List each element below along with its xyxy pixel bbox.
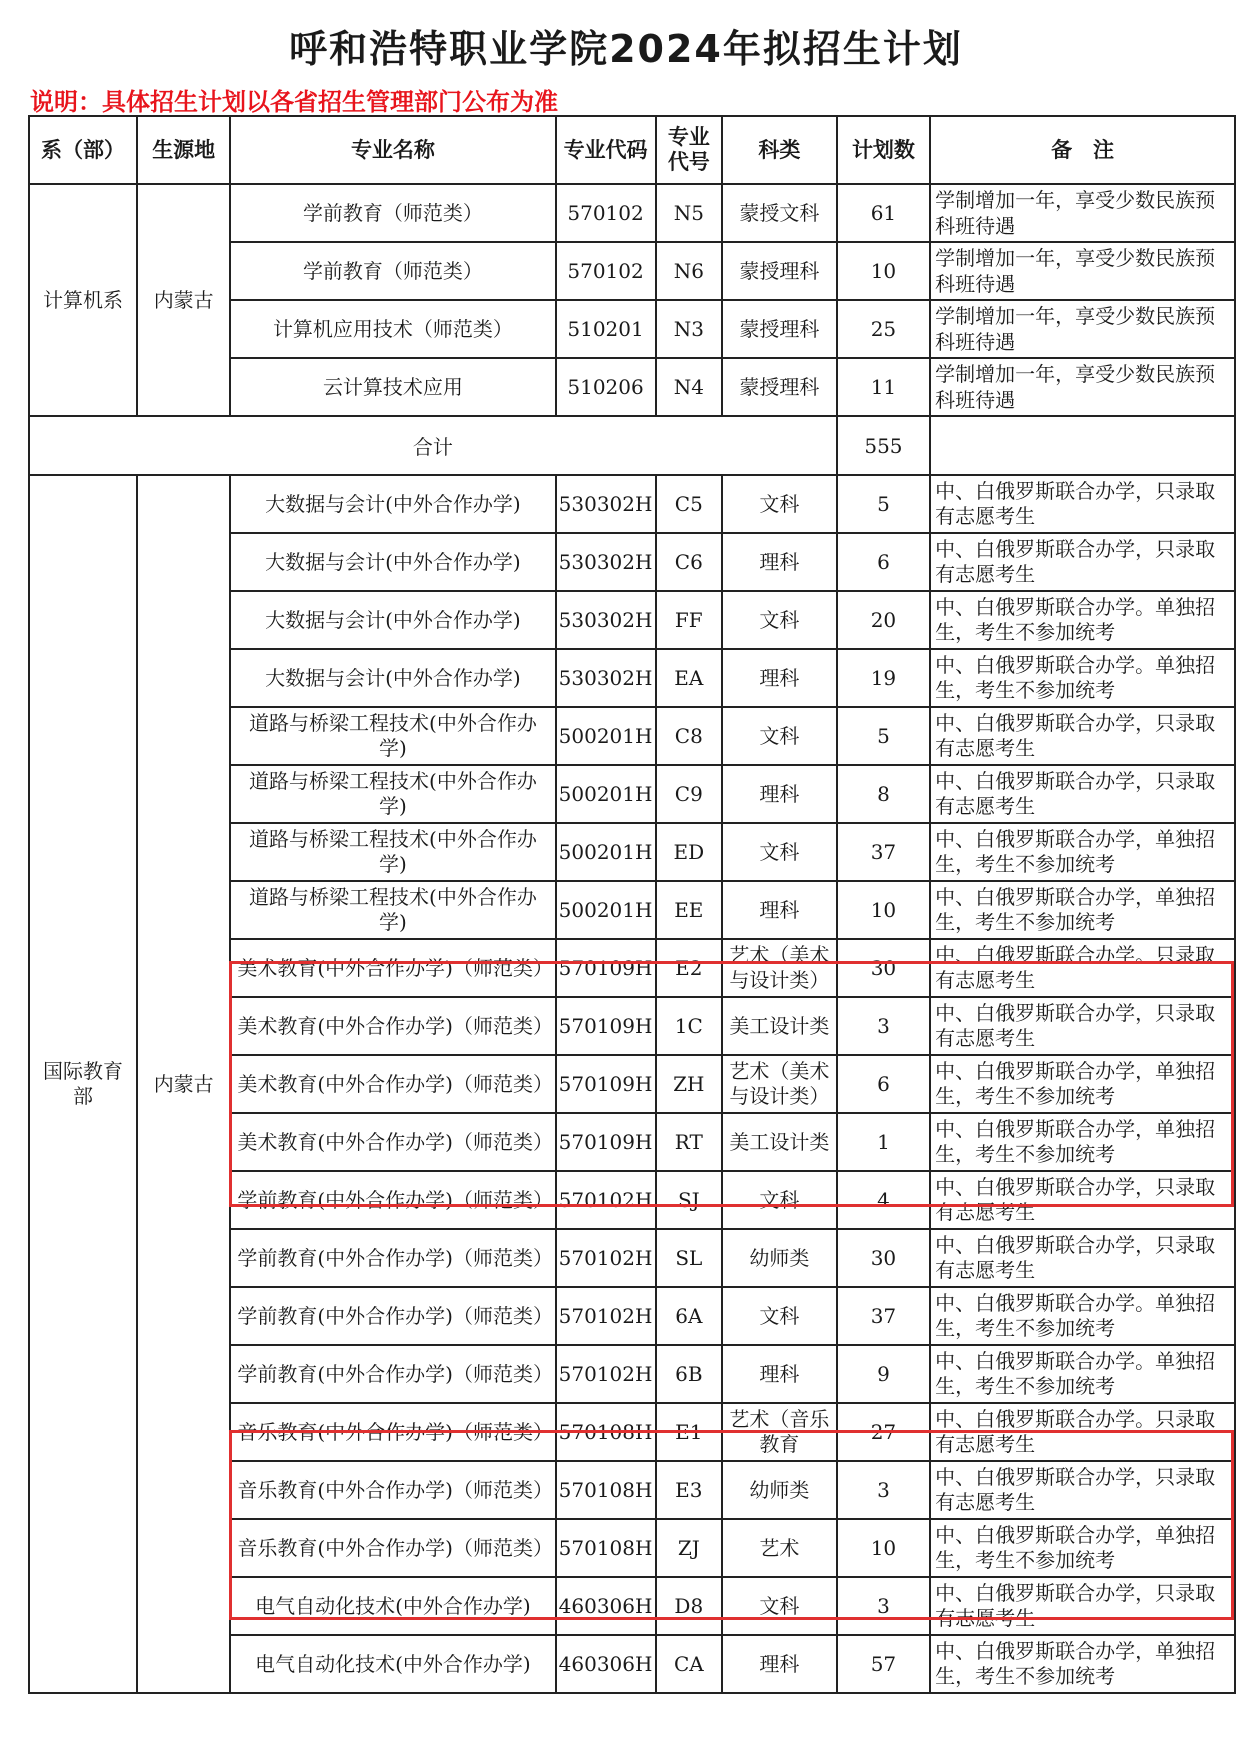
code-cell: 570108H: [556, 1519, 656, 1577]
major-cell: 美术教育(中外合作办学)（师范类）: [230, 939, 555, 997]
category-cell: 幼师类: [722, 1229, 837, 1287]
plan-cell: 37: [837, 1287, 930, 1345]
plan-cell: 10: [837, 1519, 930, 1577]
major-no-cell: E2: [656, 939, 722, 997]
remark-cell: 中、白俄罗斯联合办学，只录取有志愿考生: [930, 1577, 1235, 1635]
enrollment-plan-table: [28, 115, 1236, 1694]
major-cell: 大数据与会计(中外合作办学): [230, 533, 555, 591]
remark-cell: 学制增加一年，享受少数民族预科班待遇: [930, 358, 1235, 416]
page-title: 呼和浩特职业学院2024年拟招生计划: [289, 27, 963, 71]
code-cell: 570109H: [556, 997, 656, 1055]
code-cell: 570102: [556, 184, 656, 242]
major-cell: 大数据与会计(中外合作办学): [230, 649, 555, 707]
major-no-cell: E1: [656, 1403, 722, 1461]
category-cell: 文科: [722, 1577, 837, 1635]
remark-cell: 中、白俄罗斯联合办学，只录取有志愿考生: [930, 1171, 1235, 1229]
code-cell: 460306H: [556, 1577, 656, 1635]
major-cell: 学前教育(中外合作办学)（师范类）: [230, 1345, 555, 1403]
major-cell: 美术教育(中外合作办学)（师范类）: [230, 1113, 555, 1171]
plan-cell: 57: [837, 1635, 930, 1693]
major-no-cell: 6A: [656, 1287, 722, 1345]
code-cell: 500201H: [556, 707, 656, 765]
code-cell: 570108H: [556, 1461, 656, 1519]
major-cell: 计算机应用技术（师范类）: [230, 300, 555, 358]
category-cell: 理科: [722, 881, 837, 939]
remark-cell: 中、白俄罗斯联合办学，只录取有志愿考生: [930, 997, 1235, 1055]
code-cell: 570108H: [556, 1403, 656, 1461]
plan-cell: 5: [837, 707, 930, 765]
header-dept: 系（部）: [29, 116, 137, 184]
category-cell: 幼师类: [722, 1461, 837, 1519]
total-remark: [930, 416, 1235, 475]
category-cell: 蒙授理科: [722, 358, 837, 416]
major-no-cell: N3: [656, 300, 722, 358]
remark-cell: 中、白俄罗斯联合办学，单独招生，考生不参加统考: [930, 1055, 1235, 1113]
header-remark: 备 注: [930, 116, 1235, 184]
remark-cell: 学制增加一年，享受少数民族预科班待遇: [930, 184, 1235, 242]
major-no-cell: ED: [656, 823, 722, 881]
plan-cell: 30: [837, 1229, 930, 1287]
plan-cell: 1: [837, 1113, 930, 1171]
major-no-cell: E3: [656, 1461, 722, 1519]
category-cell: 艺术（美术与设计类）: [722, 939, 837, 997]
category-cell: 文科: [722, 591, 837, 649]
source-cell: 内蒙古: [137, 184, 230, 416]
header-row: [29, 116, 1235, 184]
major-no-cell: EE: [656, 881, 722, 939]
plan-cell: 27: [837, 1403, 930, 1461]
plan-cell: 30: [837, 939, 930, 997]
remark-cell: 中、白俄罗斯联合办学。单独招生，考生不参加统考: [930, 591, 1235, 649]
code-cell: 500201H: [556, 765, 656, 823]
category-cell: 蒙授理科: [722, 242, 837, 300]
major-cell: 学前教育（师范类）: [230, 184, 555, 242]
remark-cell: 中、白俄罗斯联合办学。单独招生，考生不参加统考: [930, 649, 1235, 707]
remark-cell: 中、白俄罗斯联合办学，单独招生，考生不参加统考: [930, 1113, 1235, 1171]
remark-cell: 中、白俄罗斯联合办学，单独招生，考生不参加统考: [930, 881, 1235, 939]
major-cell: 学前教育(中外合作办学)（师范类）: [230, 1171, 555, 1229]
category-cell: 艺术（音乐教育: [722, 1403, 837, 1461]
major-no-cell: N4: [656, 358, 722, 416]
remark-cell: 中、白俄罗斯联合办学。只录取有志愿考生: [930, 939, 1235, 997]
remark-cell: 中、白俄罗斯联合办学，只录取有志愿考生: [930, 707, 1235, 765]
category-cell: 艺术: [722, 1519, 837, 1577]
major-no-cell: EA: [656, 649, 722, 707]
table-row: [29, 475, 1235, 533]
code-cell: 530302H: [556, 649, 656, 707]
code-cell: 570102H: [556, 1287, 656, 1345]
category-cell: 理科: [722, 649, 837, 707]
major-no-cell: C5: [656, 475, 722, 533]
plan-cell: 6: [837, 1055, 930, 1113]
major-cell: 学前教育(中外合作办学)（师范类）: [230, 1287, 555, 1345]
category-cell: 艺术（美术与设计类）: [722, 1055, 837, 1113]
remark-cell: 中、白俄罗斯联合办学，单独招生，考生不参加统考: [930, 823, 1235, 881]
code-cell: 530302H: [556, 591, 656, 649]
code-cell: 500201H: [556, 881, 656, 939]
category-cell: 文科: [722, 823, 837, 881]
plan-cell: 3: [837, 1461, 930, 1519]
plan-cell: 4: [837, 1171, 930, 1229]
major-cell: 美术教育(中外合作办学)（师范类）: [230, 1055, 555, 1113]
plan-cell: 5: [837, 475, 930, 533]
remark-cell: 中、白俄罗斯联合办学，只录取有志愿考生: [930, 1461, 1235, 1519]
plan-cell: 61: [837, 184, 930, 242]
category-cell: 美工设计类: [722, 1113, 837, 1171]
code-cell: 570109H: [556, 1055, 656, 1113]
major-cell: 道路与桥梁工程技术(中外合作办学): [230, 707, 555, 765]
category-cell: 文科: [722, 707, 837, 765]
code-cell: 510201: [556, 300, 656, 358]
major-no-cell: C6: [656, 533, 722, 591]
plan-cell: 8: [837, 765, 930, 823]
plan-cell: 25: [837, 300, 930, 358]
total-row: [29, 416, 1235, 475]
major-no-cell: SJ: [656, 1171, 722, 1229]
major-cell: 音乐教育(中外合作办学)（师范类）: [230, 1403, 555, 1461]
code-cell: 570109H: [556, 1113, 656, 1171]
category-cell: 文科: [722, 1171, 837, 1229]
table-row: [29, 184, 1235, 242]
code-cell: 530302H: [556, 533, 656, 591]
category-cell: 美工设计类: [722, 997, 837, 1055]
header-major: 专业名称: [230, 116, 555, 184]
category-cell: 蒙授文科: [722, 184, 837, 242]
code-cell: 570102H: [556, 1171, 656, 1229]
code-cell: 500201H: [556, 823, 656, 881]
category-cell: 文科: [722, 475, 837, 533]
major-cell: 美术教育(中外合作办学)（师范类）: [230, 997, 555, 1055]
major-no-cell: FF: [656, 591, 722, 649]
category-cell: 文科: [722, 1287, 837, 1345]
major-cell: 音乐教育(中外合作办学)（师范类）: [230, 1461, 555, 1519]
remark-cell: 中、白俄罗斯联合办学。单独招生，考生不参加统考: [930, 1287, 1235, 1345]
dept-cell: 国际教育部: [29, 475, 137, 1693]
major-no-cell: ZJ: [656, 1519, 722, 1577]
code-cell: 570102H: [556, 1229, 656, 1287]
remark-cell: 中、白俄罗斯联合办学，单独招生，考生不参加统考: [930, 1519, 1235, 1577]
major-cell: 大数据与会计(中外合作办学): [230, 591, 555, 649]
header-major-no: 专业代号: [656, 116, 722, 184]
major-no-cell: C9: [656, 765, 722, 823]
plan-cell: 11: [837, 358, 930, 416]
major-no-cell: CA: [656, 1635, 722, 1693]
remark-cell: 中、白俄罗斯联合办学，只录取有志愿考生: [930, 533, 1235, 591]
major-no-cell: 6B: [656, 1345, 722, 1403]
remark-cell: 中、白俄罗斯联合办学，单独招生，考生不参加统考: [930, 1635, 1235, 1693]
major-no-cell: N5: [656, 184, 722, 242]
major-no-cell: C8: [656, 707, 722, 765]
notice-text: 说明：具体招生计划以各省招生管理部门公布为准: [30, 88, 558, 116]
major-cell: 道路与桥梁工程技术(中外合作办学): [230, 823, 555, 881]
code-cell: 530302H: [556, 475, 656, 533]
remark-cell: 学制增加一年，享受少数民族预科班待遇: [930, 242, 1235, 300]
major-cell: 道路与桥梁工程技术(中外合作办学): [230, 765, 555, 823]
major-no-cell: 1C: [656, 997, 722, 1055]
code-cell: 570102: [556, 242, 656, 300]
plan-cell: 10: [837, 881, 930, 939]
major-cell: 电气自动化技术(中外合作办学): [230, 1577, 555, 1635]
category-cell: 理科: [722, 533, 837, 591]
remark-cell: 中、白俄罗斯联合办学，只录取有志愿考生: [930, 475, 1235, 533]
code-cell: 510206: [556, 358, 656, 416]
major-cell: 音乐教育(中外合作办学)（师范类）: [230, 1519, 555, 1577]
major-cell: 学前教育（师范类）: [230, 242, 555, 300]
major-cell: 云计算技术应用: [230, 358, 555, 416]
plan-cell: 19: [837, 649, 930, 707]
remark-cell: 中、白俄罗斯联合办学。只录取有志愿考生: [930, 1403, 1235, 1461]
major-cell: 道路与桥梁工程技术(中外合作办学): [230, 881, 555, 939]
remark-cell: 中、白俄罗斯联合办学，只录取有志愿考生: [930, 1229, 1235, 1287]
total-label: 合计: [29, 416, 837, 475]
plan-cell: 3: [837, 997, 930, 1055]
header-source: 生源地: [137, 116, 230, 184]
major-no-cell: RT: [656, 1113, 722, 1171]
code-cell: 460306H: [556, 1635, 656, 1693]
code-cell: 570109H: [556, 939, 656, 997]
remark-cell: 学制增加一年，享受少数民族预科班待遇: [930, 300, 1235, 358]
category-cell: 理科: [722, 1345, 837, 1403]
plan-cell: 37: [837, 823, 930, 881]
major-cell: 大数据与会计(中外合作办学): [230, 475, 555, 533]
major-no-cell: N6: [656, 242, 722, 300]
major-cell: 电气自动化技术(中外合作办学): [230, 1635, 555, 1693]
major-cell: 学前教育(中外合作办学)（师范类）: [230, 1229, 555, 1287]
plan-cell: 9: [837, 1345, 930, 1403]
category-cell: 蒙授理科: [722, 300, 837, 358]
dept-cell: 计算机系: [29, 184, 137, 416]
code-cell: 570102H: [556, 1345, 656, 1403]
major-no-cell: SL: [656, 1229, 722, 1287]
category-cell: 理科: [722, 765, 837, 823]
category-cell: 理科: [722, 1635, 837, 1693]
header-category: 科类: [722, 116, 837, 184]
major-no-cell: ZH: [656, 1055, 722, 1113]
header-code: 专业代码: [556, 116, 656, 184]
plan-cell: 3: [837, 1577, 930, 1635]
header-plan: 计划数: [837, 116, 930, 184]
remark-cell: 中、白俄罗斯联合办学。单独招生，考生不参加统考: [930, 1345, 1235, 1403]
total-value: 555: [837, 416, 930, 475]
plan-cell: 10: [837, 242, 930, 300]
plan-cell: 6: [837, 533, 930, 591]
source-cell: 内蒙古: [137, 475, 230, 1693]
remark-cell: 中、白俄罗斯联合办学，只录取有志愿考生: [930, 765, 1235, 823]
plan-cell: 20: [837, 591, 930, 649]
major-no-cell: D8: [656, 1577, 722, 1635]
